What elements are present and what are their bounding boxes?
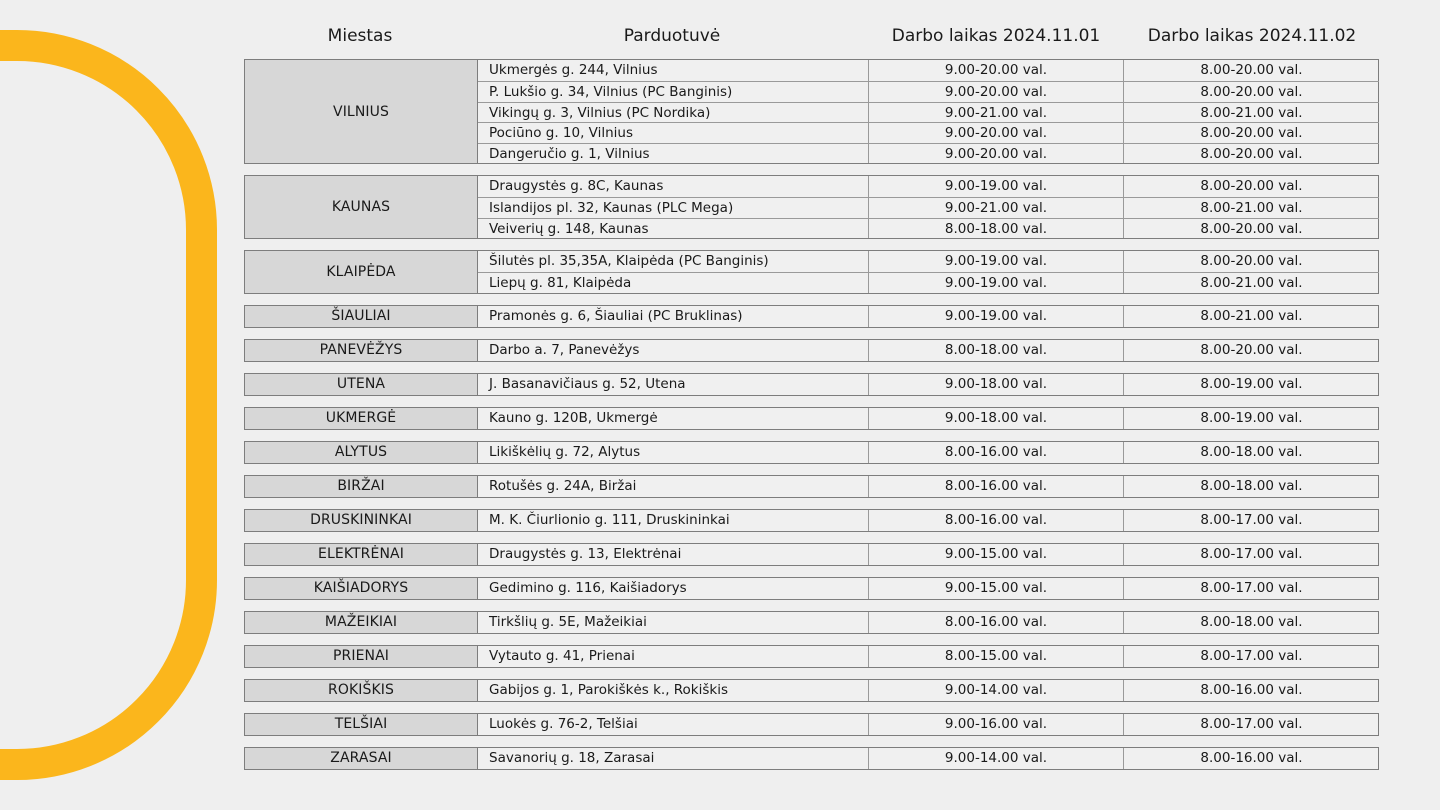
store-address: Kauno g. 120B, Ukmergė (478, 408, 869, 429)
city-name: ALYTUS (245, 442, 478, 463)
store-address: J. Basanavičiaus g. 52, Utena (478, 374, 869, 395)
hours-day1: 9.00-14.00 val. (869, 680, 1124, 701)
city-name: PANEVĖŽYS (245, 340, 478, 361)
store-address: Šilutės pl. 35,35A, Klaipėda (PC Banginis) (478, 251, 869, 272)
store-rows (478, 176, 1379, 238)
table-row (478, 340, 1379, 361)
store-address: Tirkšlių g. 5E, Mažeikiai (478, 612, 869, 633)
store-address: Likiškėlių g. 72, Alytus (478, 442, 869, 463)
table-row (478, 374, 1379, 395)
header-hours-day1: Darbo laikas 2024.11.01 (891, 26, 1101, 46)
hours-day2: 8.00-20.00 val. (1200, 145, 1303, 162)
city-name: KAUNAS (245, 176, 478, 238)
store-rows (478, 748, 1379, 769)
hours-day1: 9.00-19.00 val. (869, 251, 1124, 272)
table-row (478, 143, 1379, 164)
city-group (244, 475, 1379, 498)
store-address: Draugystės g. 8C, Kaunas (478, 176, 869, 197)
store-address: Liepų g. 81, Klaipėda (478, 273, 869, 293)
store-address: Pramonės g. 6, Šiauliai (PC Bruklinas) (478, 306, 869, 327)
city-group (244, 250, 1379, 294)
hours-day1: 9.00-15.00 val. (869, 578, 1124, 599)
city-name: KLAIPĖDA (245, 251, 478, 293)
table-header (244, 24, 1380, 48)
city-name: UKMERGĖ (245, 408, 478, 429)
city-name: ZARASAI (245, 748, 478, 769)
table-row (478, 442, 1379, 463)
hours-day1: 9.00-19.00 val. (869, 176, 1124, 197)
store-rows (478, 374, 1379, 395)
hours-day1: 9.00-21.00 val. (869, 198, 1124, 218)
hours-day1: 8.00-16.00 val. (869, 612, 1124, 633)
city-group (244, 713, 1379, 736)
decorative-yellow-arc (0, 30, 217, 780)
hours-day2: 8.00-19.00 val. (1200, 375, 1303, 392)
hours-day2: 8.00-20.00 val. (1200, 62, 1303, 78)
hours-day2: 8.00-16.00 val. (1200, 749, 1303, 766)
hours-day1: 8.00-15.00 val. (869, 646, 1124, 667)
store-address: Vikingų g. 3, Vilnius (PC Nordika) (478, 103, 869, 123)
city-group (244, 305, 1379, 328)
table-row (478, 680, 1379, 701)
store-address: Islandijos pl. 32, Kaunas (PLC Mega) (478, 198, 869, 218)
header-store: Parduotuvė (623, 26, 721, 46)
table-row (478, 102, 1379, 123)
hours-day2: 8.00-20.00 val. (1200, 253, 1303, 269)
store-address: Dangeručio g. 1, Vilnius (478, 144, 869, 164)
store-rows (478, 578, 1379, 599)
header-city: Miestas (327, 26, 393, 46)
city-group (244, 339, 1379, 362)
city-group (244, 611, 1379, 634)
hours-day1: 9.00-15.00 val. (869, 544, 1124, 565)
store-rows (478, 544, 1379, 565)
table-row (478, 197, 1379, 218)
hours-day2: 8.00-21.00 val. (1200, 104, 1303, 121)
store-address: P. Lukšio g. 34, Vilnius (PC Banginis) (478, 82, 869, 102)
store-rows (478, 408, 1379, 429)
store-rows (478, 251, 1379, 293)
table-row (478, 714, 1379, 735)
table-row (478, 251, 1379, 272)
city-group (244, 577, 1379, 600)
hours-day2: 8.00-16.00 val. (1200, 681, 1303, 698)
city-name: ELEKTRĖNAI (245, 544, 478, 565)
hours-day1: 8.00-16.00 val. (869, 476, 1124, 497)
hours-day1: 9.00-20.00 val. (869, 144, 1124, 164)
hours-day2: 8.00-20.00 val. (1200, 125, 1303, 141)
city-name: UTENA (245, 374, 478, 395)
hours-day1: 9.00-20.00 val. (869, 60, 1124, 81)
city-group (244, 645, 1379, 668)
hours-day2: 8.00-20.00 val. (1200, 178, 1303, 194)
hours-day1: 9.00-18.00 val. (869, 408, 1124, 429)
store-rows (478, 340, 1379, 361)
hours-day2: 8.00-20.00 val. (1200, 341, 1303, 358)
table-row (478, 612, 1379, 633)
store-rows (478, 60, 1379, 163)
city-name: ROKIŠKIS (245, 680, 478, 701)
store-address: Darbo a. 7, Panevėžys (478, 340, 869, 361)
hours-day1: 9.00-14.00 val. (869, 748, 1124, 769)
hours-day2: 8.00-18.00 val. (1200, 443, 1303, 460)
table-row (478, 272, 1379, 293)
hours-day2: 8.00-18.00 val. (1200, 477, 1303, 494)
table-row (478, 510, 1379, 531)
hours-day2: 8.00-17.00 val. (1200, 511, 1303, 528)
store-rows (478, 306, 1379, 327)
city-group (244, 509, 1379, 532)
hours-day1: 9.00-19.00 val. (869, 273, 1124, 293)
store-hours-table (244, 59, 1379, 770)
city-name: PRIENAI (245, 646, 478, 667)
table-row (478, 122, 1379, 143)
table-row (478, 176, 1379, 197)
store-rows (478, 646, 1379, 667)
hours-day2: 8.00-21.00 val. (1200, 307, 1303, 324)
store-rows (478, 442, 1379, 463)
city-group (244, 175, 1379, 239)
table-row (478, 81, 1379, 102)
hours-day2: 8.00-20.00 val. (1200, 220, 1303, 237)
table-row (478, 476, 1379, 497)
store-address: M. K. Čiurlionio g. 111, Druskininkai (478, 510, 869, 531)
hours-day1: 8.00-18.00 val. (869, 219, 1124, 239)
city-group (244, 543, 1379, 566)
hours-day2: 8.00-19.00 val. (1200, 409, 1303, 426)
city-name: DRUSKININKAI (245, 510, 478, 531)
hours-day1: 9.00-16.00 val. (869, 714, 1124, 735)
city-name: BIRŽAI (245, 476, 478, 497)
hours-day2: 8.00-21.00 val. (1200, 200, 1303, 216)
hours-day2: 8.00-21.00 val. (1200, 275, 1303, 291)
city-name: KAIŠIADORYS (245, 578, 478, 599)
hours-day1: 9.00-20.00 val. (869, 82, 1124, 102)
city-group (244, 59, 1379, 164)
city-group (244, 441, 1379, 464)
store-address: Pociūno g. 10, Vilnius (478, 123, 869, 143)
hours-day1: 8.00-18.00 val. (869, 340, 1124, 361)
store-rows (478, 612, 1379, 633)
hours-day1: 8.00-16.00 val. (869, 510, 1124, 531)
city-name: ŠIAULIAI (245, 306, 478, 327)
store-rows (478, 510, 1379, 531)
table-row (478, 646, 1379, 667)
store-address: Ukmergės g. 244, Vilnius (478, 60, 869, 81)
store-address: Gabijos g. 1, Parokiškės k., Rokiškis (478, 680, 869, 701)
store-address: Rotušės g. 24A, Biržai (478, 476, 869, 497)
store-rows (478, 714, 1379, 735)
hours-day2: 8.00-17.00 val. (1200, 545, 1303, 562)
store-rows (478, 476, 1379, 497)
table-row (478, 218, 1379, 239)
hours-day1: 9.00-20.00 val. (869, 123, 1124, 143)
city-name: MAŽEIKIAI (245, 612, 478, 633)
city-name: TELŠIAI (245, 714, 478, 735)
table-row (478, 408, 1379, 429)
store-address: Luokės g. 76-2, Telšiai (478, 714, 869, 735)
store-address: Gedimino g. 116, Kaišiadorys (478, 578, 869, 599)
store-address: Savanorių g. 18, Zarasai (478, 748, 869, 769)
store-address: Vytauto g. 41, Prienai (478, 646, 869, 667)
store-rows (478, 680, 1379, 701)
hours-day2: 8.00-18.00 val. (1200, 613, 1303, 630)
hours-day1: 9.00-18.00 val. (869, 374, 1124, 395)
store-address: Draugystės g. 13, Elektrėnai (478, 544, 869, 565)
hours-day2: 8.00-17.00 val. (1200, 715, 1303, 732)
table-row (478, 748, 1379, 769)
city-name: VILNIUS (245, 60, 478, 163)
store-address: Veiverių g. 148, Kaunas (478, 219, 869, 239)
table-row (478, 60, 1379, 81)
hours-day2: 8.00-17.00 val. (1200, 647, 1303, 664)
city-group (244, 747, 1379, 770)
table-row (478, 578, 1379, 599)
header-hours-day2: Darbo laikas 2024.11.02 (1147, 26, 1357, 46)
table-row (478, 306, 1379, 327)
hours-day1: 8.00-16.00 val. (869, 442, 1124, 463)
hours-day2: 8.00-17.00 val. (1200, 579, 1303, 596)
hours-day2: 8.00-20.00 val. (1200, 84, 1303, 100)
hours-day1: 9.00-19.00 val. (869, 306, 1124, 327)
hours-day1: 9.00-21.00 val. (869, 103, 1124, 123)
table-row (478, 544, 1379, 565)
city-group (244, 679, 1379, 702)
city-group (244, 407, 1379, 430)
city-group (244, 373, 1379, 396)
